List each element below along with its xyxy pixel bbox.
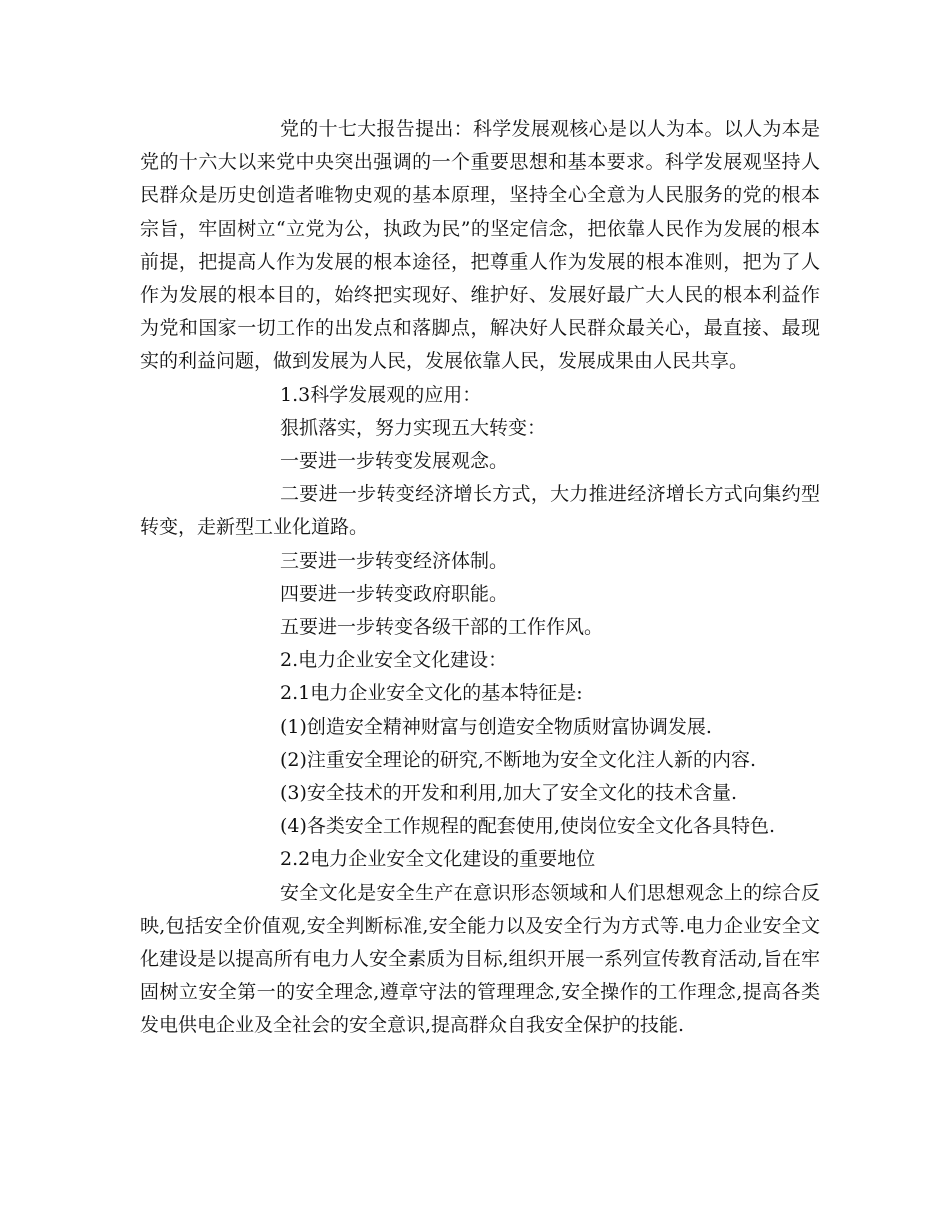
list-item-transformation-5: 五要进一步转变各级干部的工作作风。 [280,616,604,639]
heading-2-safety-culture: 2.电力企业安全文化建设： [280,649,508,672]
list-item-feature-3: (3)安全技术的开发和利用,加大了安全文化的技术含量. [280,782,737,805]
heading-1-3-application: 1.3科学发展观的应用： [280,383,482,406]
list-item-transformation-4: 四要进一步转变政府职能。 [280,582,509,605]
paragraph-five-transformations: 狠抓落实，努力实现五大转变： [280,416,547,439]
paragraph-safety-culture-definition: 安全文化是安全生产在意识形态领域和人们思想观念上的综合反映,包括安全价值观,安全判断标准,安全能力以及安全行为方式等.电力企业安全文化建设是以提高所有电力人安全素质为目标,组织开展一系列宣传教育活动,旨在牢固树立安全第一的安全理念,遵章守法的管理理念,安全操作的工作理念,提高各类发电供电企业及全社会的安全意识,提高群众自我安全保护的技能. [140,881,820,1037]
heading-2-2-importance: 2.2电力企业安全文化建设的重要地位 [280,848,596,871]
list-item-feature-2: (2)注重安全理论的研究,不断地为安全文化注人新的内容. [280,748,756,771]
list-item-feature-1: (1)创造安全精神财富与创造安全物质财富协调发展. [280,715,712,738]
list-item-transformation-1: 一要进一步转变发展观念。 [280,450,509,473]
list-item-feature-4: (4)各类安全工作规程的配套使用,使岗位安全文化各具特色. [280,815,775,838]
paragraph-people-oriented: 党的十七大报告提出：科学发展观核心是以人为本。以人为本是党的十六大以来党中央突出强调的一个重要思想和基本要求。科学发展观坚持人民群众是历史创造者唯物史观的基本原理，坚持全心全意为人民服务的党的根本宗旨，牢固树立“立党为公，执政为民”的坚定信念，把依靠人民作为发展的根本前提，把提高人作为发展的根本途径，把尊重人作为发展的根本准则，把为了人作为发展的根本目的，始终把实现好、维护好、发展好最广大人民的根本利益作为党和国家一切工作的出发点和落脚点，解决好人民群众最关心，最直接、最现实的利益问题，做到发展为人民，发展依靠人民，发展成果由人民共享。 [140,118,820,373]
document-body [140,113,820,1043]
heading-2-1-basic-features: 2.1电力企业安全文化的基本特征是: [280,682,583,705]
list-item-transformation-3: 三要进一步转变经济体制。 [280,549,509,572]
list-item-transformation-2: 二要进一步转变经济增长方式，大力推进经济增长方式向集约型转变，走新型工业化道路。 [140,483,820,539]
